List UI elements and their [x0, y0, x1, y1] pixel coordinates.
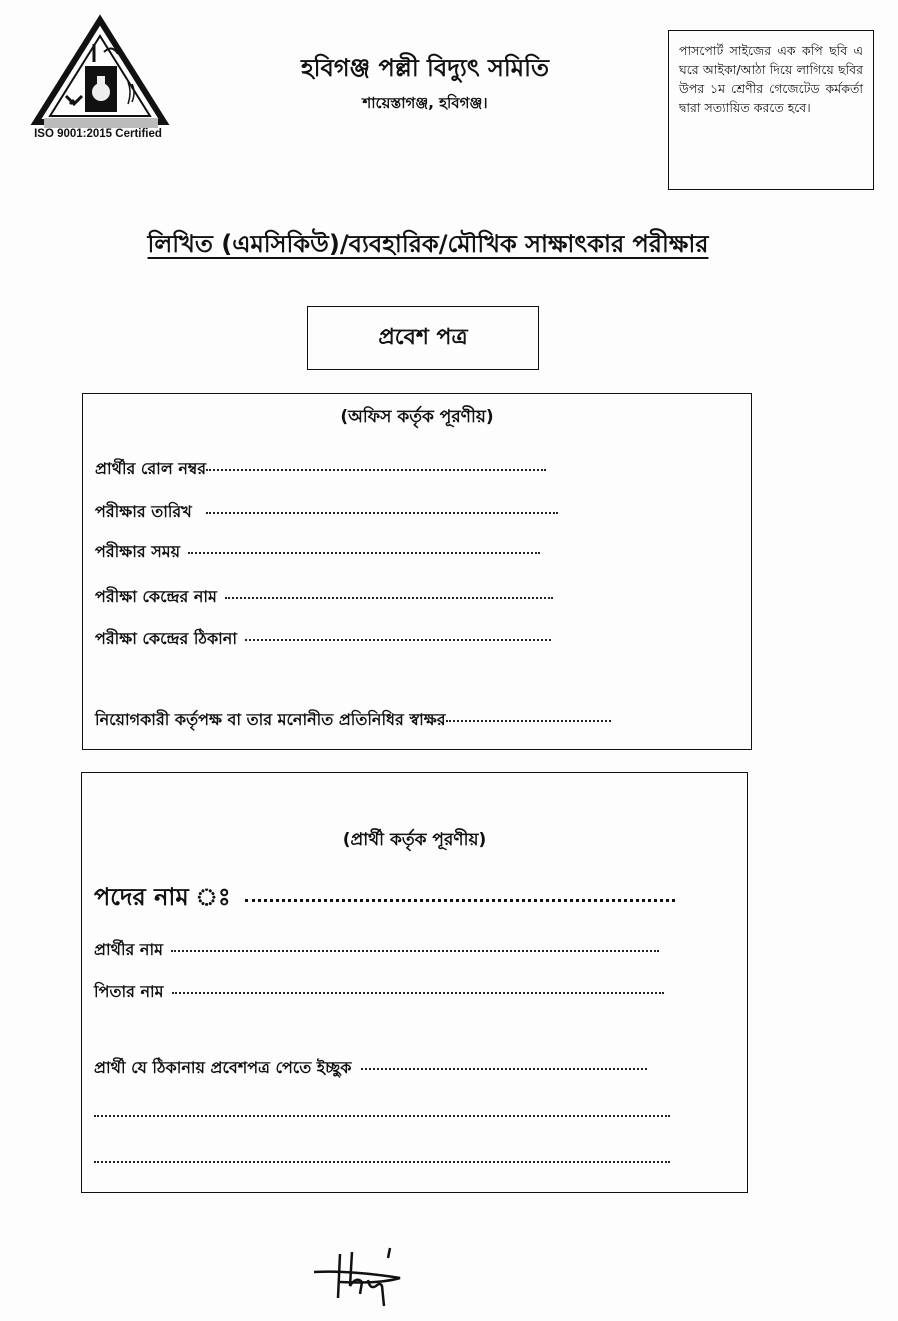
roll-number-input-line[interactable]	[206, 469, 546, 471]
exam-date-input-line[interactable]	[206, 512, 558, 514]
photo-instruction-text: পাসপোর্ট সাইজের এক কপি ছবি এ ঘরে আইকা/আঠা দিয়ে লাগিয়ে ছবির উপর ১ম শ্রেণীর গেজেটেড কর্মকর্তা দ্বারা সত্যায়িত করতে হবে।	[679, 43, 863, 115]
mailing-address-line-3[interactable]	[94, 1161, 670, 1163]
roll-number-field[interactable]	[95, 456, 546, 483]
father-name-input-line[interactable]	[172, 992, 664, 994]
field-label: পরীক্ষার সময়	[95, 542, 181, 561]
office-section-heading: (অফিস কর্তৃক পূরণীয়)	[340, 407, 494, 427]
field-label: পরীক্ষা কেন্দ্রের ঠিকানা	[95, 629, 237, 648]
field-label: পরীক্ষার তারিখ	[95, 502, 192, 521]
father-name-field[interactable]	[94, 979, 664, 1006]
candidate-section-heading: (প্রার্থী কর্তৃক পূরণীয়)	[342, 830, 487, 850]
post-name-input-line[interactable]	[245, 899, 675, 902]
candidate-section	[81, 772, 748, 1193]
mailing-address-input-line[interactable]	[361, 1068, 647, 1070]
mailing-address-line-2[interactable]	[94, 1115, 670, 1117]
authorized-signature	[300, 1236, 410, 1316]
field-label: পরীক্ষা কেন্দ্রের নাম	[95, 587, 217, 606]
field-label: পদের নাম ঃ	[94, 883, 231, 911]
field-label: প্রার্থীর রোল নম্বর	[95, 459, 207, 478]
candidate-name-input-line[interactable]	[171, 950, 659, 952]
mailing-address-field[interactable]	[94, 1055, 647, 1082]
exam-center-address-input-line[interactable]	[245, 639, 551, 641]
exam-time-input-line[interactable]	[188, 552, 540, 554]
admit-card-title: প্রবেশ পত্র	[378, 324, 468, 350]
iso-certification-caption: ISO 9001:2015 Certified	[34, 128, 162, 140]
office-use-section	[82, 393, 752, 750]
candidate-name-field[interactable]	[94, 937, 659, 964]
exam-time-field[interactable]	[95, 539, 540, 566]
exam-center-name-input-line[interactable]	[225, 597, 553, 599]
photo-attachment-box[interactable]	[668, 30, 874, 190]
exam-title: লিখিত (এমসিকিউ)/ব্যবহারিক/মৌখিক সাক্ষাৎকার পরীক্ষার	[147, 230, 709, 258]
field-label: প্রার্থীর নাম	[94, 940, 163, 959]
exam-center-name-field[interactable]	[95, 584, 553, 611]
admit-card-title-box	[307, 306, 539, 370]
handwritten-signature-icon	[300, 1236, 410, 1316]
field-label: প্রার্থী যে ঠিকানায় প্রবেশপত্র পেতে ইচ্ছুক	[94, 1058, 352, 1077]
authority-signature-field[interactable]	[95, 707, 611, 734]
field-label: পিতার নাম	[94, 982, 164, 1001]
organization-name: হবিগঞ্জ পল্লী বিদ্যুৎ সমিতি	[301, 54, 549, 82]
exam-center-address-field[interactable]	[95, 626, 551, 653]
field-label: নিয়োগকারী কর্তৃপক্ষ বা তার মনোনীত প্রতিনিধির স্বাক্ষর	[95, 710, 446, 729]
authority-signature-line[interactable]	[446, 720, 611, 722]
exam-date-field[interactable]	[95, 499, 558, 526]
pbs-triangle-logo-icon	[30, 14, 170, 132]
organization-address: শায়েস্তাগঞ্জ, হবিগঞ্জ।	[362, 94, 488, 112]
post-name-field[interactable]	[94, 879, 675, 919]
organization-logo	[30, 14, 170, 146]
